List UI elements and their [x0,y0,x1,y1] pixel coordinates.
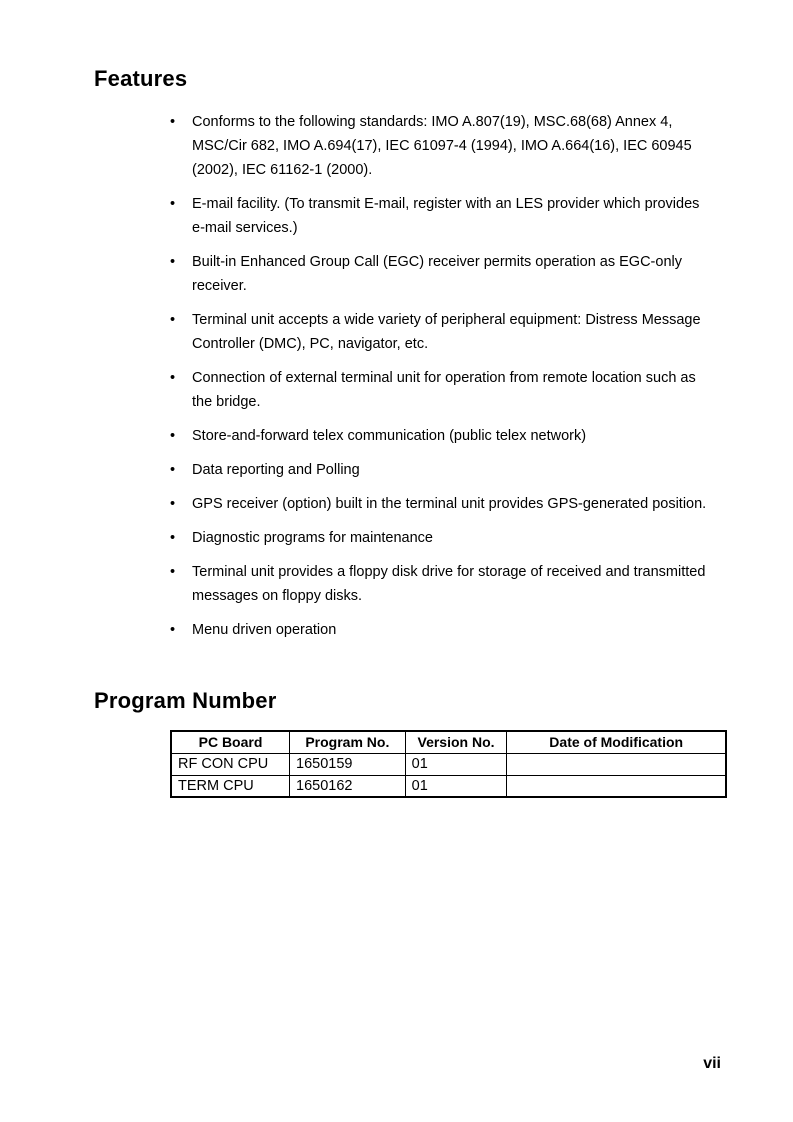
features-heading: Features [94,66,188,91]
list-item [170,492,715,516]
list-item [170,458,715,482]
list-item [170,560,715,608]
bullet-icon: • [170,496,176,512]
bullet-icon: • [170,196,176,212]
list-item [170,192,715,240]
bullet-icon: • [170,254,176,270]
list-item [170,618,715,642]
list-item [170,424,715,448]
cell-date-of-modification [507,775,726,797]
table-row [171,753,726,775]
header-version-no: Version No. [405,731,507,753]
table-header-row [171,731,726,753]
cell-version-no: 01 [405,753,507,775]
bullet-text: E-mail facility. (To transmit E-mail, register with an LES provider which provides e-mail services.) [192,196,700,236]
bullet-icon: • [170,530,176,546]
program-number-heading: Program Number [94,688,277,713]
bullet-icon: • [170,370,176,386]
list-item [170,250,715,298]
bullet-icon: • [170,428,176,444]
header-date-of-modification: Date of Modification [507,731,726,753]
list-item [170,366,715,414]
cell-pc-board: TERM CPU [171,775,290,797]
page-number: vii [703,1055,721,1072]
bullet-text: Data reporting and Polling [192,462,360,478]
bullet-text: GPS receiver (option) built in the terminal unit provides GPS-generated position. [192,496,707,512]
bullet-text: Connection of external terminal unit for operation from remote location such as the bridge. [192,370,696,410]
bullet-text: Diagnostic programs for maintenance [192,530,433,546]
cell-program-no: 1650162 [290,775,406,797]
cell-pc-board: RF CON CPU [171,753,290,775]
bullet-text: Conforms to the following standards: IMO A.807(19), MSC.68(68) Annex 4, MSC/Cir 682, IMO A.694(17), IEC 61097-4 (1994), IMO A.664(16), IEC 60945 (2002), IEC 61162-1 (2000). [192,114,692,178]
bullet-text: Terminal unit provides a floppy disk drive for storage of received and transmitted messages on floppy disks. [192,564,706,604]
table-row [171,775,726,797]
header-pc-board: PC Board [171,731,290,753]
features-list [170,110,715,642]
bullet-text: Terminal unit accepts a wide variety of peripheral equipment: Distress Message Controller (DMC), PC, navigator, etc. [192,312,701,352]
cell-date-of-modification [507,753,726,775]
bullet-icon: • [170,312,176,328]
bullet-icon: • [170,114,176,130]
bullet-icon: • [170,462,176,478]
list-item [170,526,715,550]
bullet-icon: • [170,622,176,638]
list-item [170,110,715,182]
bullet-text: Menu driven operation [192,622,337,638]
program-number-table [170,730,727,798]
list-item [170,308,715,356]
cell-version-no: 01 [405,775,507,797]
bullet-text: Store-and-forward telex communication (public telex network) [192,428,587,444]
cell-program-no: 1650159 [290,753,406,775]
bullet-icon: • [170,564,176,580]
bullet-text: Built-in Enhanced Group Call (EGC) receiver permits operation as EGC-only receiver. [192,254,682,294]
header-program-no: Program No. [290,731,406,753]
